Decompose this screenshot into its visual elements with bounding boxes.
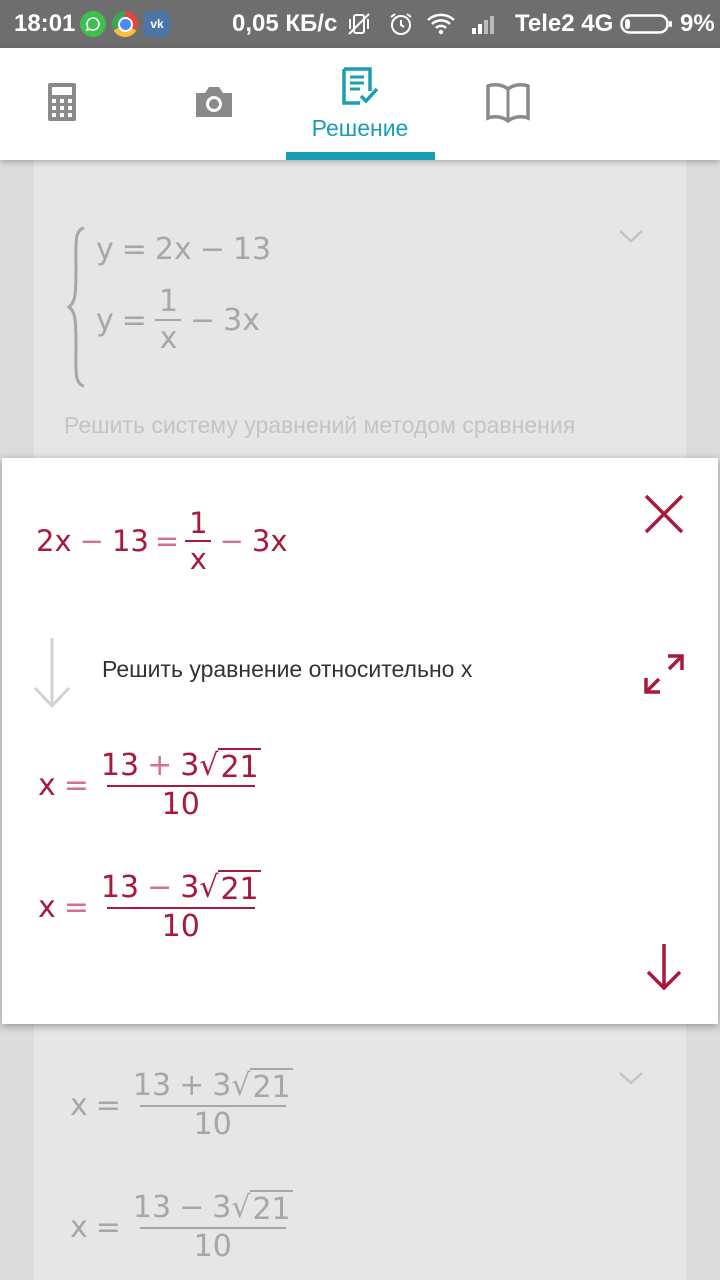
signal-icon xyxy=(470,0,500,48)
camera-icon xyxy=(193,85,235,124)
calculator-icon xyxy=(47,82,77,127)
chevron-down-icon[interactable] xyxy=(616,1068,646,1093)
battery-percent: 9% xyxy=(680,10,715,37)
bg-answer-2: x = 13 − 3 √ 21 10 xyxy=(70,1190,291,1264)
status-time: 18:01 xyxy=(14,10,76,37)
step-popup xyxy=(2,458,718,1024)
system-brace xyxy=(66,226,90,388)
chevron-down-icon[interactable] xyxy=(616,226,646,251)
tab-camera[interactable] xyxy=(140,48,288,160)
step-equation: 2x − 13 = $\frac{1}{x}$ − 3x xyxy=(36,506,288,576)
tab-solution-label: Решение xyxy=(311,115,409,141)
chrome-icon xyxy=(112,11,138,37)
book-icon xyxy=(485,81,531,128)
system-eq1: y = 2x − 13 xyxy=(96,232,272,267)
vibrate-off-icon xyxy=(344,0,374,48)
battery-icon xyxy=(620,0,674,48)
step-label: Решить уравнение относительно x xyxy=(102,656,473,682)
alarm-icon xyxy=(386,0,416,48)
tab-book[interactable] xyxy=(434,48,582,160)
vk-icon: vk xyxy=(144,11,170,37)
instruction-text: Решить систему уравнений методом сравнения xyxy=(64,412,576,438)
carrier-name: Tele2 4G xyxy=(515,10,614,37)
solution-icon xyxy=(339,66,381,111)
step-answer-2: x = 13 − 3 √ 21 10 xyxy=(38,870,259,944)
whatsapp-icon xyxy=(80,11,106,37)
status-bar xyxy=(0,0,720,48)
tab-calculator[interactable] xyxy=(0,48,136,160)
active-tab-indicator xyxy=(286,152,435,160)
step-answer-1: x = 13 + 3 √ 21 10 xyxy=(38,748,259,822)
network-speed: 0,05 КБ/с xyxy=(232,10,338,37)
expand-icon[interactable] xyxy=(642,652,686,696)
tab-bar xyxy=(0,48,720,160)
wifi-icon xyxy=(426,0,456,48)
arrow-down-icon xyxy=(32,636,72,710)
next-step-arrow-icon[interactable] xyxy=(642,940,686,994)
tab-solution[interactable] xyxy=(286,48,434,160)
system-eq2: y = $\frac{1}{x}$ − 3x xyxy=(96,284,260,356)
bg-answer-1: x = 13 + 3 √ 21 10 xyxy=(70,1068,291,1142)
close-icon[interactable] xyxy=(642,492,686,536)
